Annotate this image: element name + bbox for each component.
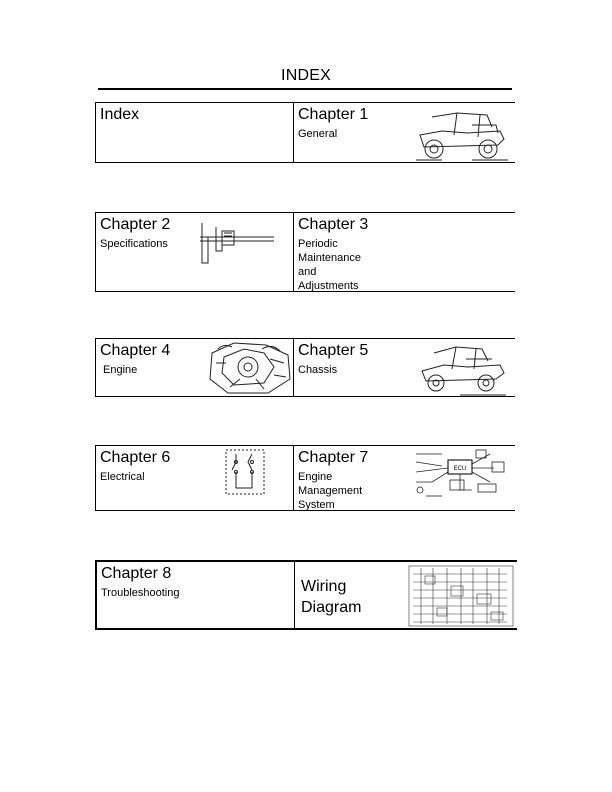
chapter-6-subtitle: Electrical [100, 471, 145, 483]
wiring-diagram-cell[interactable] [295, 562, 517, 628]
index-row-4 [95, 445, 515, 511]
chapter-3-cell[interactable] [294, 213, 515, 291]
ecu-label: ECU [453, 466, 467, 472]
chapter-7-subtitle: Engine Management System [298, 471, 363, 510]
chapter-4-subtitle: Engine [103, 364, 138, 376]
chapter-2-subtitle: Specifications [100, 238, 168, 250]
chapter-1-subtitle: General [298, 128, 338, 140]
title-rule [98, 88, 512, 90]
chapter-7-heading: Chapter 7 [298, 449, 369, 466]
chapter-1-heading: Chapter 1 [298, 106, 369, 123]
utv-chassis-icon [416, 341, 508, 396]
chapter-6-heading: Chapter 6 [100, 449, 171, 466]
engine-icon [204, 339, 294, 396]
chapter-5-heading: Chapter 5 [298, 342, 369, 359]
chapter-3-heading: Chapter 3 [298, 216, 369, 233]
utv-vehicle-icon [412, 105, 512, 162]
index-row-2 [95, 212, 515, 292]
chapter-8-heading: Chapter 8 [101, 565, 172, 582]
chapter-8-subtitle: Troubleshooting [101, 587, 180, 599]
index-row-5 [95, 560, 517, 630]
index-row-1 [95, 102, 515, 163]
chapter-5-cell[interactable] [294, 339, 515, 396]
chapter-8-cell[interactable] [97, 562, 295, 628]
index-row-3 [95, 338, 515, 397]
wiring-diagram-icon [407, 564, 517, 628]
chapter-2-heading: Chapter 2 [100, 216, 171, 233]
circuit-icon [224, 448, 266, 496]
chapter-7-cell[interactable] [294, 446, 515, 510]
index-link-cell[interactable] [96, 103, 294, 162]
chapter-5-subtitle: Chassis [298, 364, 338, 376]
chapter-6-cell[interactable] [96, 446, 294, 510]
wiring-diagram-heading: Wiring Diagram [301, 578, 362, 616]
page-title: INDEX [281, 67, 331, 84]
ecu-diagram-icon [412, 446, 510, 506]
chapter-3-subtitle: Periodic Maintenance and Adjustments [298, 238, 361, 291]
chapter-4-heading: Chapter 4 [100, 342, 171, 359]
chapter-1-cell[interactable] [294, 103, 515, 162]
index-heading: Index [100, 106, 140, 123]
caliper-icon [196, 217, 276, 267]
chapter-4-cell[interactable] [96, 339, 294, 396]
chapter-2-cell[interactable] [96, 213, 294, 291]
